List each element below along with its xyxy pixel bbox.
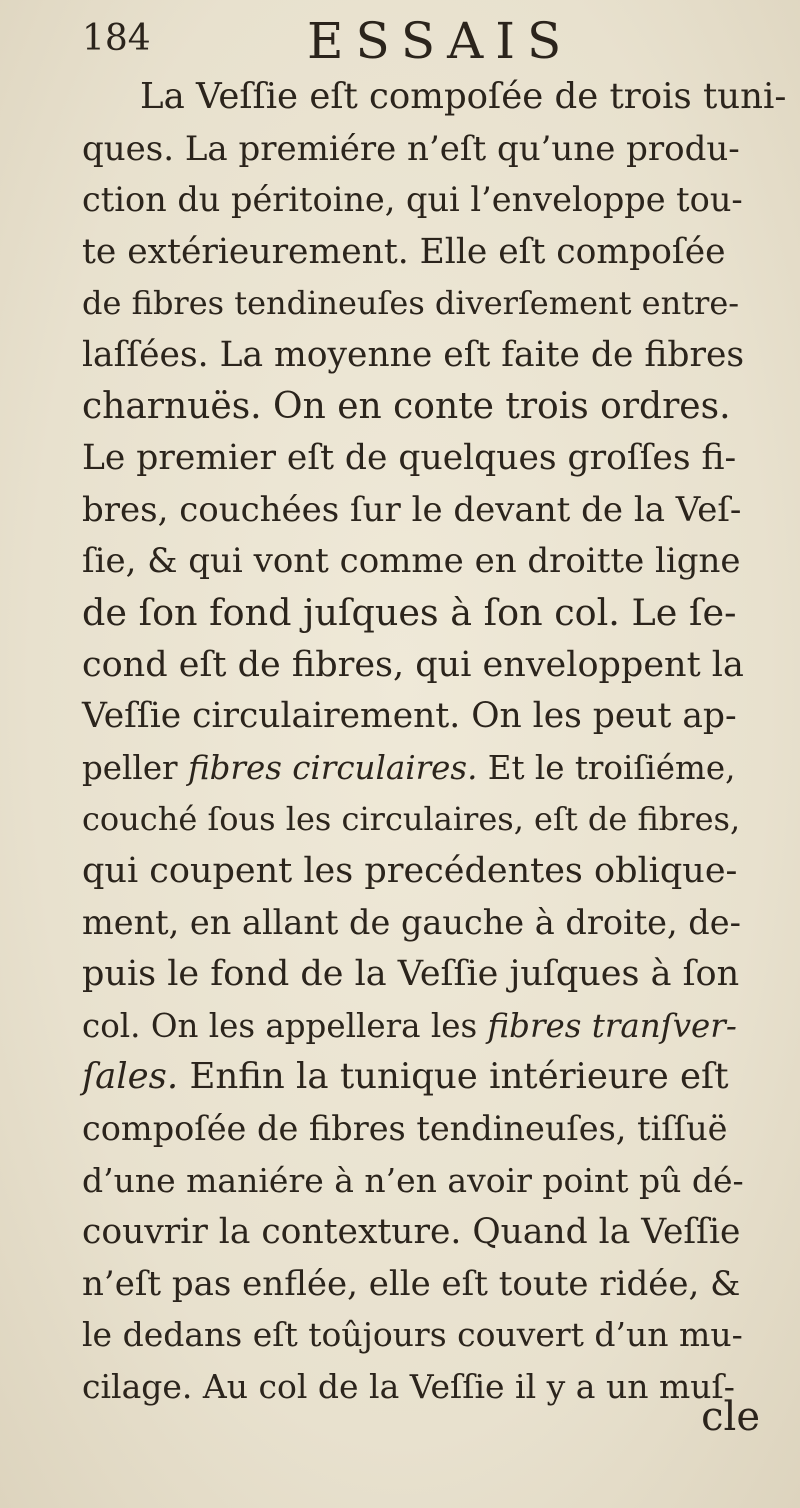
line-text: col. On les appellera les xyxy=(82,1006,488,1045)
line-text: Et le troiſiéme, xyxy=(477,748,736,787)
text-line: La Veſſie eſt compoſée de trois tuni- xyxy=(140,76,787,117)
text-line: bres, couchées ſur le devant de la Veſ- xyxy=(82,489,742,530)
text-line: d’une maniére à n’en avoir point pû dé- xyxy=(82,1160,744,1200)
line-text: peller xyxy=(82,748,188,787)
italic-term: fibres circulaires. xyxy=(187,748,478,787)
text-line: puis le fond de la Veſſie juſques à ſon xyxy=(82,954,740,995)
text-line: de fibres tendineuſes diverſement entre- xyxy=(82,284,740,323)
text-line: n’eſt pas enflée, elle eſt toute ridée, & xyxy=(82,1263,741,1304)
text-line: ques. La premiére n’eſt qu’une produ- xyxy=(82,128,740,169)
text-line: cilage. Au col de la Veſſie il y a un muſ- xyxy=(82,1367,735,1406)
text-line: charnuës. On en conte trois ordres. xyxy=(82,385,731,427)
text-line: cond eſt de fibres, qui enveloppent la xyxy=(82,644,744,685)
running-head: ESSAIS xyxy=(307,12,574,70)
text-line: Veſſie circulairement. On les peut ap- xyxy=(82,696,737,737)
text-line xyxy=(82,741,735,795)
text-line: qui coupent les precédentes oblique- xyxy=(82,851,738,891)
page-header xyxy=(82,12,782,76)
text-line: de ſon fond juſques à ſon col. Le ſe- xyxy=(82,591,737,634)
text-line: ment, en allant de gauche à droite, de- xyxy=(82,902,741,942)
text-line xyxy=(82,1050,728,1104)
text-line: laſſées. La moyenne eſt faite de fibres xyxy=(82,335,745,375)
catchword: cle xyxy=(701,1394,760,1440)
text-line: couvrir la contexture. Quand la Veſſie xyxy=(82,1212,741,1253)
text-line: Le premier eſt de quelques groſſes fi- xyxy=(82,438,737,479)
line-text: Enfin la tunique intérieure eſt xyxy=(178,1056,729,1098)
italic-term: fibres tranſver- xyxy=(487,1006,737,1045)
text-line: compoſée de fibres tendineuſes, tiſſuë xyxy=(82,1109,728,1148)
text-line: te extérieurement. Elle eſt compoſée xyxy=(82,231,726,272)
text-line: ction du péritoine, qui l’enveloppe tou- xyxy=(82,180,743,220)
text-line: couché ſous les circulaires, eſt de fibres, xyxy=(82,800,741,839)
page-number: 184 xyxy=(82,18,151,59)
text-line: ſie, & qui vont comme en droitte ligne xyxy=(82,541,741,582)
text-line xyxy=(82,999,737,1053)
italic-term: ſales. xyxy=(82,1056,179,1098)
text-line: le dedans eſt toûjours couvert d’un mu- xyxy=(82,1315,743,1355)
